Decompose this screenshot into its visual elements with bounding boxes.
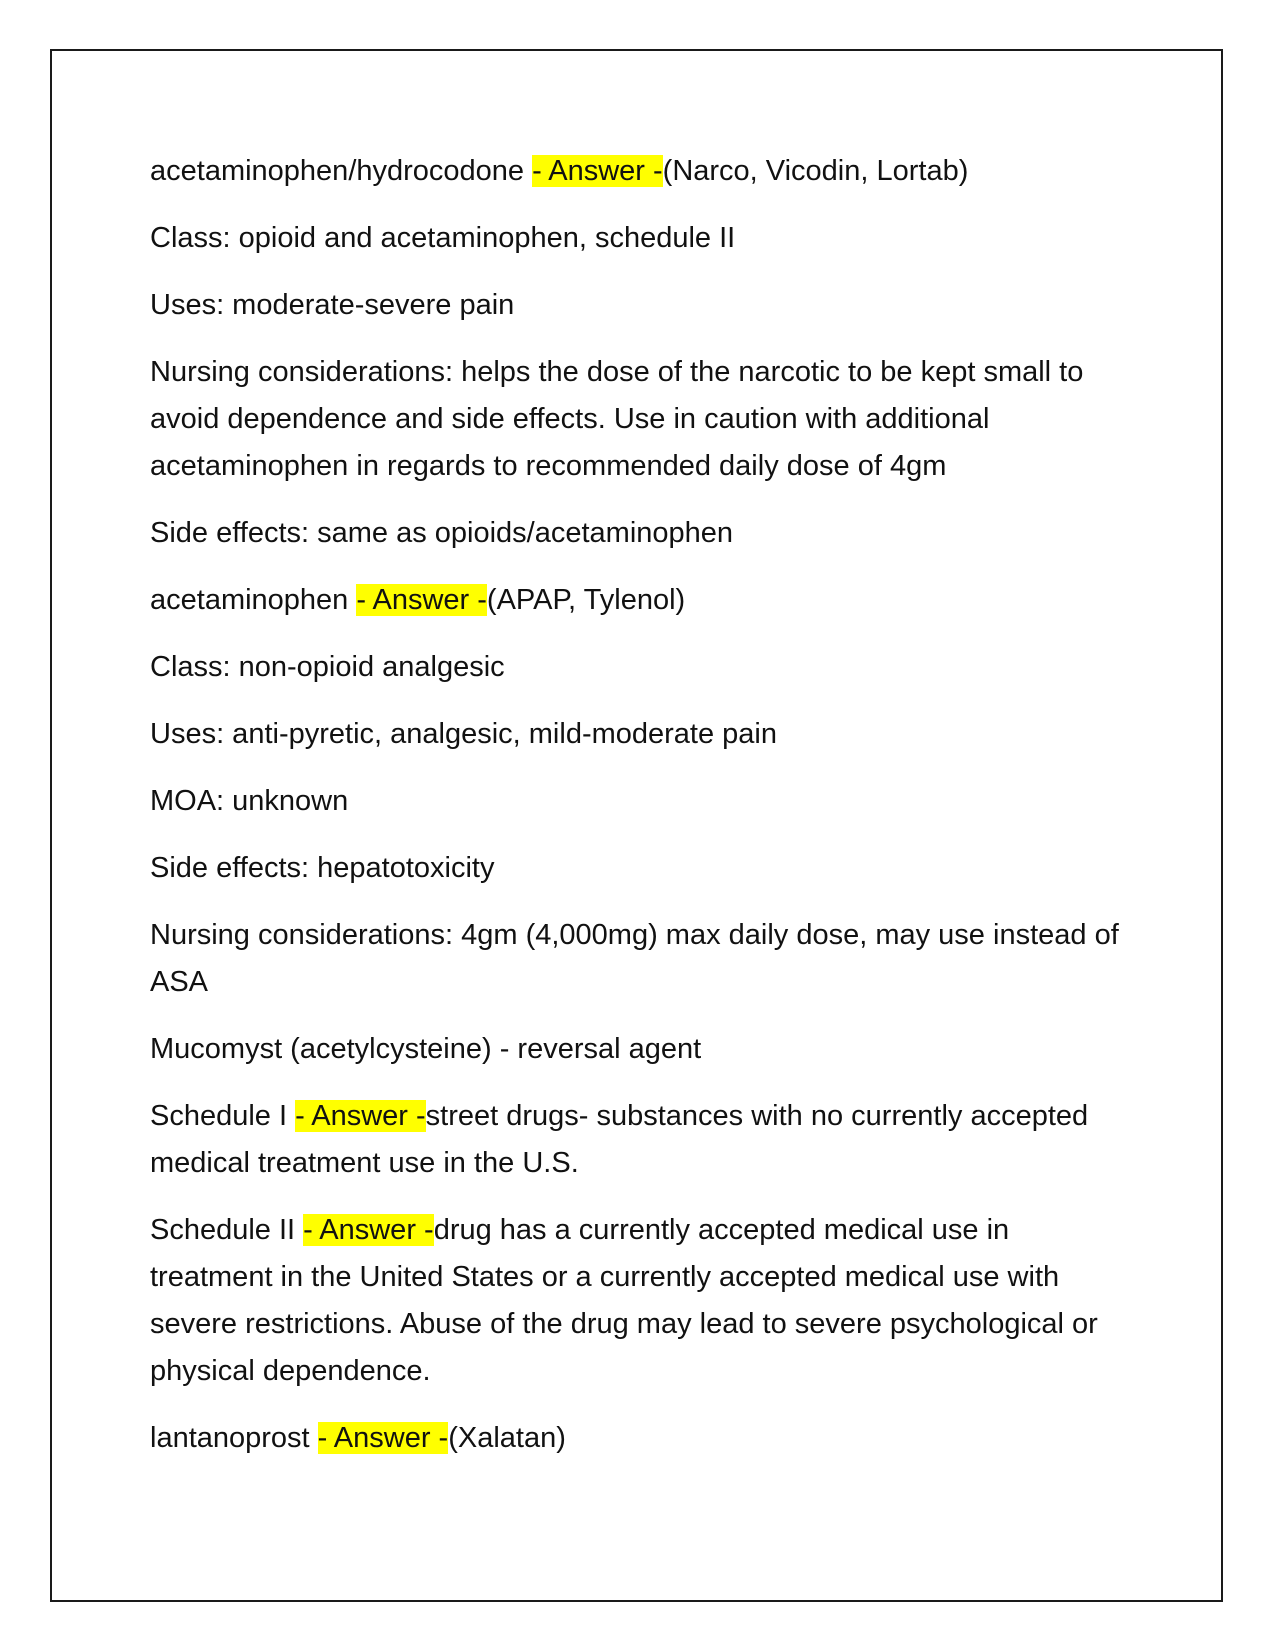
paragraph-text: Side effects: same as opioids/acetaminophen — [150, 517, 734, 549]
paragraph-class — [150, 644, 1130, 691]
paragraph-side-effects — [150, 510, 1130, 557]
paragraph-text: Nursing considerations: 4gm (4,000mg) max daily dose, may use instead of ASA — [150, 919, 1119, 998]
answer-highlight: - Answer - — [356, 584, 487, 616]
paragraph-text: Mucomyst (acetylcysteine) - reversal agent — [150, 1033, 702, 1065]
paragraph-text: MOA: unknown — [150, 785, 349, 817]
answer-highlight: - Answer - — [303, 1214, 434, 1246]
paragraph-lantanoprost — [150, 1415, 1130, 1462]
answer-text: drug has a currently accepted medical use in treatment in the United States or a currently accepted medical use with severe restrictions. Abuse of the drug may lead to severe psychological or physical dependence. — [150, 1214, 1098, 1387]
paragraph-text: Uses: anti-pyretic, analgesic, mild-moderate pain — [150, 718, 777, 750]
paragraph-acetaminophen-hydrocodone — [150, 148, 1130, 195]
paragraph-text: Schedule I — [150, 1100, 296, 1132]
paragraph-schedule-ii — [150, 1207, 1130, 1395]
paragraph-text: Side effects: hepatotoxicity — [150, 852, 495, 884]
paragraph-nursing-considerations — [150, 912, 1130, 1006]
document-body — [150, 148, 1130, 1482]
paragraph-text: acetaminophen — [150, 584, 357, 616]
answer-text: (APAP, Tylenol) — [486, 584, 686, 616]
answer-highlight: - Answer - — [295, 1100, 426, 1132]
paragraph-uses — [150, 282, 1130, 329]
paragraph-acetaminophen — [150, 577, 1130, 624]
answer-highlight: - Answer - — [317, 1422, 449, 1454]
answer-highlight: - Answer - — [532, 155, 663, 187]
paragraph-text: Class: non-opioid analgesic — [150, 651, 505, 683]
paragraph-schedule-i — [150, 1093, 1130, 1187]
answer-text: (Xalatan) — [448, 1422, 566, 1454]
paragraph-side-effects — [150, 845, 1130, 892]
answer-text: (Narco, Vicodin, Lortab) — [662, 155, 969, 187]
paragraph-moa — [150, 778, 1130, 825]
paragraph-reversal-agent — [150, 1026, 1130, 1073]
paragraph-text: Uses: moderate-severe pain — [150, 289, 515, 321]
paragraph-nursing-considerations — [150, 349, 1130, 490]
paragraph-text: lantanoprost — [150, 1422, 318, 1454]
paragraph-uses — [150, 711, 1130, 758]
paragraph-text: Class: opioid and acetaminophen, schedule II — [150, 222, 736, 254]
paragraph-text: Nursing considerations: helps the dose of the narcotic to be kept small to avoid dependence and side effects. Use in caution with additional acetaminophen in regards to recommended daily dose of 4gm — [150, 356, 1084, 482]
paragraph-text: Schedule II — [150, 1214, 304, 1246]
paragraph-class — [150, 215, 1130, 262]
paragraph-text: acetaminophen/hydrocodone — [150, 155, 533, 187]
answer-text: street drugs- substances with no currently accepted medical treatment use in the U.S. — [150, 1100, 1089, 1179]
